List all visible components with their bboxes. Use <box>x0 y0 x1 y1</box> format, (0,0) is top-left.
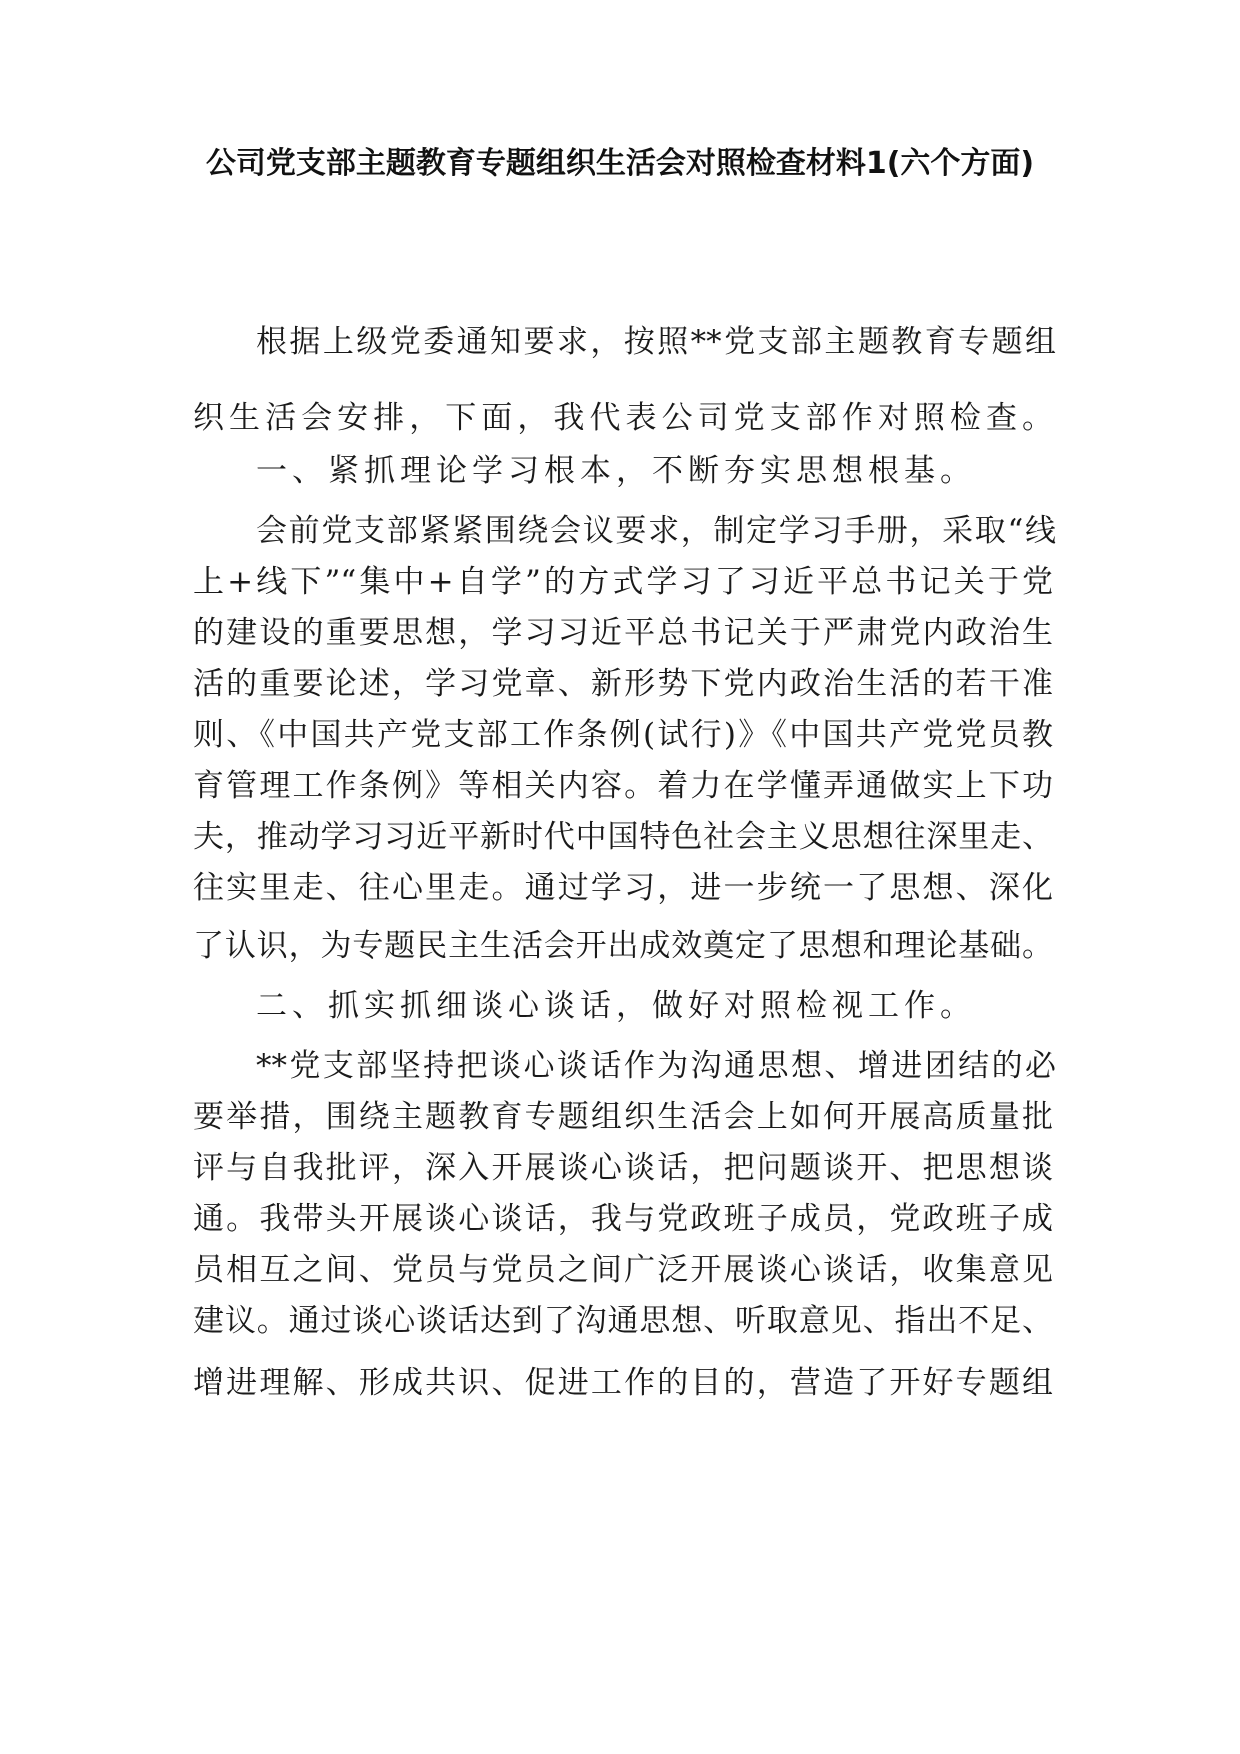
paragraph-line: 增进理解、形成共识、促进工作的目的，营造了开好专题组 <box>193 1365 1053 1401</box>
document-title: 公司党支部主题教育专题组织生活会对照检查材料1(六个方面) <box>205 146 1035 181</box>
paragraph-line: 往实里走、往心里走。通过学习，进一步统一了思想、深化 <box>193 870 1053 906</box>
paragraph-line: 了认识，为专题民主生活会开出成效奠定了思想和理论基础。 <box>193 928 1053 964</box>
paragraph-line: 育管理工作条例》等相关内容。着力在学懂弄通做实上下功 <box>193 768 1053 804</box>
section-heading-1: 一、紧抓理论学习根本，不断夯实思想根基。 <box>256 453 976 489</box>
paragraph-line: 织生活会安排，下面，我代表公司党支部作对照检查。 <box>193 400 1053 436</box>
paragraph-line: 上+线下”“集中+自学”的方式学习了习近平总书记关于党 <box>193 564 1053 600</box>
paragraph-line: 会前党支部紧紧围绕会议要求，制定学习手册，采取“线 <box>256 513 1056 549</box>
paragraph-line: 夫，推动学习习近平新时代中国特色社会主义思想往深里走、 <box>193 819 1053 855</box>
paragraph-line: 则、《中国共产党支部工作条例(试行)》《中国共产党党员教 <box>193 717 1053 753</box>
paragraph-line: 的建设的重要思想，学习习近平总书记关于严肃党内政治生 <box>193 615 1053 651</box>
paragraph-line: 员相互之间、党员与党员之间广泛开展谈心谈话，收集意见 <box>193 1252 1053 1288</box>
paragraph-line: **党支部坚持把谈心谈话作为沟通思想、增进团结的必 <box>256 1048 1056 1084</box>
paragraph-line: 要举措，围绕主题教育专题组织生活会上如何开展高质量批 <box>193 1099 1053 1135</box>
paragraph-line: 通。我带头开展谈心谈话，我与党政班子成员，党政班子成 <box>193 1201 1053 1237</box>
paragraph-line: 建议。通过谈心谈话达到了沟通思想、听取意见、指出不足、 <box>193 1303 1053 1339</box>
paragraph-line: 评与自我批评，深入开展谈心谈话，把问题谈开、把思想谈 <box>193 1150 1053 1186</box>
section-heading-2: 二、抓实抓细谈心谈话，做好对照检视工作。 <box>256 988 976 1024</box>
paragraph-line: 活的重要论述，学习党章、新形势下党内政治生活的若干准 <box>193 666 1053 702</box>
paragraph-line: 根据上级党委通知要求，按照**党支部主题教育专题组 <box>256 324 1056 360</box>
